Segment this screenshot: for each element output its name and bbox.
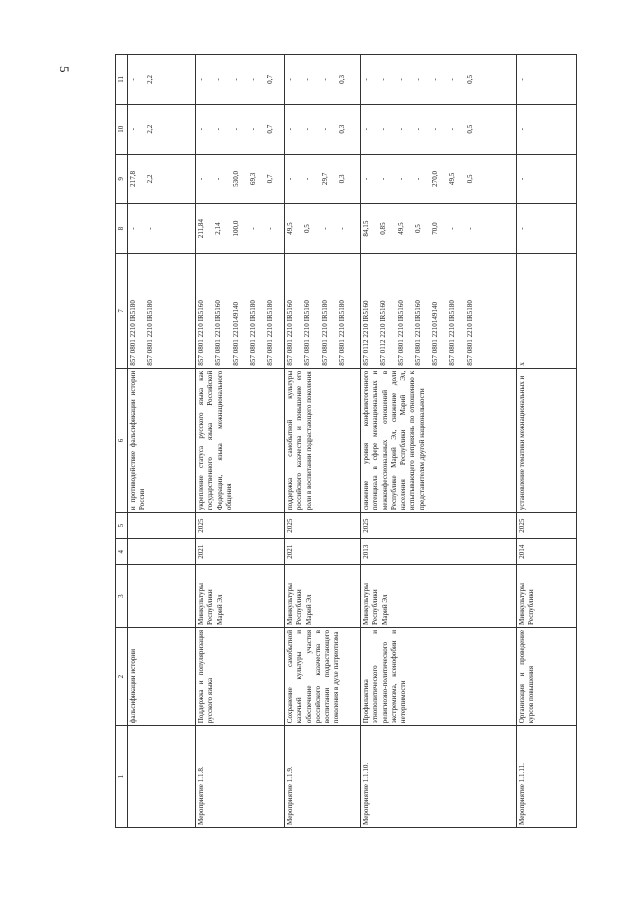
value-col10-cell xyxy=(517,104,577,154)
end-year-cell: 2025 xyxy=(196,513,285,539)
cell-line: 857 0801 2210 IR5180 xyxy=(337,300,346,366)
end-year-cell xyxy=(128,513,196,539)
cell-line: 0,5 xyxy=(465,174,474,184)
cell-line: - xyxy=(146,227,155,230)
col-header: 11 xyxy=(116,55,128,105)
cell-line: - xyxy=(448,78,457,81)
activity-number-cell xyxy=(128,726,196,828)
executor-cell xyxy=(128,565,196,628)
cell-line: - xyxy=(231,128,240,131)
cell-line: - xyxy=(214,128,223,131)
cell-line: - xyxy=(396,128,405,131)
cell-line: 857 0112 2210 IR5160 xyxy=(362,300,371,366)
cell-line: - xyxy=(129,227,138,230)
activity-number-cell: Мероприятие 1.1.10. xyxy=(361,726,517,828)
cell-line: 857 0801 2210 IR5160 xyxy=(286,300,295,366)
cell-line: 857 0801 2210 IR5180 xyxy=(146,300,155,366)
budget-code-cell xyxy=(285,253,361,368)
executor-cell: Минкультуры Республики xyxy=(517,565,577,628)
col-header: 1 xyxy=(116,726,128,828)
cell-line: 857 0801 2210 IR5160 xyxy=(413,300,422,366)
cell-line: 0,3 xyxy=(337,74,346,84)
cell-line: - xyxy=(362,78,371,81)
cell-line: 0,85 xyxy=(379,222,388,235)
cell-line: - xyxy=(320,128,329,131)
cell-line: - xyxy=(518,177,527,181)
value-col8-cell xyxy=(517,204,577,254)
end-year-cell: 2025 xyxy=(285,513,361,539)
budget-code-cell xyxy=(517,253,577,368)
cell-line: 0,7 xyxy=(265,124,274,134)
cell-line: 857 0801 2210 IR5160 xyxy=(214,300,223,366)
cell-line: - xyxy=(248,128,257,131)
program-activities-table xyxy=(115,54,577,828)
cell-line: - xyxy=(362,177,371,181)
col-header: 6 xyxy=(116,368,128,512)
budget-code-cell xyxy=(128,253,196,368)
cell-line: 2,2 xyxy=(146,174,155,184)
cell-line: 70,0 xyxy=(431,222,440,235)
cell-line: 0,5 xyxy=(465,74,474,84)
col-header: 3 xyxy=(116,565,128,628)
cell-line: 857 0801 2210 IR5180 xyxy=(465,300,474,366)
cell-line: - xyxy=(303,78,312,81)
col-header: 8 xyxy=(116,204,128,254)
value-col8-cell xyxy=(196,204,285,254)
col-header: 9 xyxy=(116,154,128,204)
cell-line: 0,7 xyxy=(265,74,274,84)
start-year-cell: 2021 xyxy=(285,539,361,565)
activity-number-cell: Мероприятие 1.1.8. xyxy=(196,726,285,828)
executor-cell: Минкультуры Республики Марий Эл xyxy=(285,565,361,628)
budget-code-cell xyxy=(196,253,285,368)
rotated-table-page xyxy=(115,54,536,828)
cell-line: - xyxy=(379,177,388,181)
value-col8-cell xyxy=(361,204,517,254)
cell-line: - xyxy=(448,128,457,131)
cell-line: 2,14 xyxy=(214,222,223,235)
cell-line: - xyxy=(320,78,329,81)
start-year-cell: 2013 xyxy=(361,539,517,565)
value-col9-cell xyxy=(517,154,577,204)
value-col9-cell xyxy=(196,154,285,204)
cell-line: - xyxy=(396,78,405,81)
cell-line: 857 0801 2210 IR5160 xyxy=(197,300,206,366)
cell-line: 857 0112 2210 IR5160 xyxy=(379,300,388,366)
cell-line: - xyxy=(303,177,312,181)
activity-title-cell: Организация и проведение курсов повышения xyxy=(517,627,577,725)
expected-result-cell xyxy=(285,368,361,512)
cell-line: 100,0 xyxy=(231,220,240,237)
cell-line: 217,8 xyxy=(129,170,138,187)
expected-result-cell xyxy=(128,368,196,512)
cell-line: - xyxy=(379,128,388,131)
budget-code-cell xyxy=(361,253,517,368)
cell-line: 857 0801 2210 IR5180 xyxy=(265,300,274,366)
cell-line: 49,5 xyxy=(448,172,457,186)
cell-line: - xyxy=(379,78,388,81)
cell-line: - xyxy=(214,78,223,81)
col-header: 5 xyxy=(116,513,128,539)
cell-line: 857 0801 2210 IR5180 xyxy=(320,300,329,366)
cell-line: 2,2 xyxy=(146,74,155,84)
table-row xyxy=(196,55,285,828)
cell-line: 0,5 xyxy=(303,224,312,234)
table-row xyxy=(517,55,577,828)
cell-line: - xyxy=(197,177,206,181)
cell-line: - xyxy=(129,128,138,131)
result-text: снижение уровня конфликтогенного потенциала в сфере межнациональных и межконфессиональных отношений в Республике Марий Эл, снижение доли населения Республики Марий Эл, испытывающего неприязнь по отношению к представителям другой национальности xyxy=(362,370,426,511)
cell-line: - xyxy=(518,78,527,81)
cell-line: 49,5 xyxy=(286,222,295,235)
cell-line: 211,84 xyxy=(197,218,206,239)
activity-title-cell: фальсификации истории xyxy=(128,627,196,725)
cell-line: - xyxy=(286,128,295,131)
value-col10-cell xyxy=(285,104,361,154)
cell-line: 84,15 xyxy=(362,220,371,237)
cell-line: - xyxy=(362,128,371,131)
cell-line: - xyxy=(518,227,527,230)
cell-line: - xyxy=(248,227,257,230)
cell-line: - xyxy=(396,177,405,181)
cell-line: - xyxy=(337,227,346,230)
cell-line: 857 0801 2210 IR5160 xyxy=(303,300,312,366)
cell-line: 0,7 xyxy=(265,174,274,184)
cell-line: 857 0801 2210 IR5180 xyxy=(448,300,457,366)
expected-result-cell xyxy=(517,368,577,512)
value-col10-cell xyxy=(361,104,517,154)
col-header: 10 xyxy=(116,104,128,154)
cell-line: - xyxy=(518,128,527,131)
value-col11-cell xyxy=(517,55,577,105)
cell-line: 0,3 xyxy=(337,124,346,134)
cell-line: 857 0801 2210149140 xyxy=(431,301,440,366)
cell-line: 0,3 xyxy=(337,174,346,184)
cell-line: - xyxy=(129,78,138,81)
value-col11-cell xyxy=(196,55,285,105)
cell-line: 69,3 xyxy=(248,172,257,186)
cell-line: - xyxy=(431,128,440,131)
executor-cell: Минкультуры Республики Марий Эл xyxy=(196,565,285,628)
activity-number-cell: Мероприятие 1.1.11. xyxy=(517,726,577,828)
header-row xyxy=(116,55,128,828)
table-body xyxy=(128,55,577,828)
cell-line: - xyxy=(413,177,422,181)
value-col9-cell xyxy=(361,154,517,204)
table-row xyxy=(285,55,361,828)
start-year-cell: 2021 xyxy=(196,539,285,565)
value-col11-cell xyxy=(285,55,361,105)
cell-line: - xyxy=(431,78,440,81)
table-row xyxy=(128,55,196,828)
cell-line: 0,5 xyxy=(413,224,422,234)
executor-cell: Минкультуры Республики Марий Эл xyxy=(361,565,517,628)
activity-title-cell: Профилактика этнополитического и религиозно-политического экстремизма, ксенофобии и нетерпимости xyxy=(361,627,517,725)
cell-line: 530,0 xyxy=(231,170,240,187)
cell-line: - xyxy=(413,128,422,131)
value-col9-cell xyxy=(128,154,196,204)
expected-result-cell xyxy=(361,368,517,512)
cell-line: - xyxy=(265,227,274,230)
result-text: установление тематики межнациональных и xyxy=(518,375,527,511)
cell-line: 857 0801 2210149140 xyxy=(231,301,240,366)
cell-line: - xyxy=(465,227,474,230)
start-year-cell xyxy=(128,539,196,565)
activity-title-cell: Поддержка и популяризация русского языка xyxy=(196,627,285,725)
cell-line: 0,5 xyxy=(465,124,474,134)
activity-title-cell: Сохранение самобытной казачьей культуры и обеспечение участия российского казачества в воспитании подрастающего поколения в духе патриотизма xyxy=(285,627,361,725)
cell-line: 857 0801 2210 IR5180 xyxy=(248,300,257,366)
cell-line: х xyxy=(518,362,527,366)
start-year-cell: 2014 xyxy=(517,539,577,565)
expected-result-cell xyxy=(196,368,285,512)
value-col11-cell xyxy=(361,55,517,105)
result-text: и противодействие фальсификации истории России xyxy=(129,370,147,511)
table-row xyxy=(361,55,517,828)
value-col8-cell xyxy=(285,204,361,254)
end-year-cell: 2025 xyxy=(361,513,517,539)
value-col11-cell xyxy=(128,55,196,105)
col-header: 7 xyxy=(116,253,128,368)
value-col10-cell xyxy=(128,104,196,154)
cell-line: - xyxy=(286,78,295,81)
cell-line: - xyxy=(197,78,206,81)
cell-line: - xyxy=(448,227,457,230)
cell-line: - xyxy=(303,128,312,131)
cell-line: - xyxy=(197,128,206,131)
cell-line: - xyxy=(214,177,223,181)
cell-line: 857 0801 2210 IR5160 xyxy=(396,300,405,366)
cell-line: - xyxy=(413,78,422,81)
value-col10-cell xyxy=(196,104,285,154)
cell-line: 29,7 xyxy=(320,172,329,186)
cell-line: - xyxy=(231,78,240,81)
cell-line: 49,5 xyxy=(396,222,405,235)
value-col8-cell xyxy=(128,204,196,254)
result-text: укрепление статуса русского языка как государственного языка Российской Федерации, языка межнационального общения xyxy=(197,370,233,511)
activity-number-cell: Мероприятие 1.1.9. xyxy=(285,726,361,828)
cell-line: - xyxy=(320,227,329,230)
value-col9-cell xyxy=(285,154,361,204)
cell-line: 2,2 xyxy=(146,124,155,134)
result-text: поддержка самобытной культуры российского казачества и повышение его роли в воспитании подрастающего поколения xyxy=(286,370,313,511)
end-year-cell: 2025 xyxy=(517,513,577,539)
col-header: 4 xyxy=(116,539,128,565)
cell-line: 857 0801 2210 IR5180 xyxy=(129,300,138,366)
page-number: 5 xyxy=(57,66,72,73)
cell-line: - xyxy=(248,78,257,81)
cell-line: 270,0 xyxy=(431,170,440,187)
cell-line: - xyxy=(286,177,295,181)
col-header: 2 xyxy=(116,627,128,725)
